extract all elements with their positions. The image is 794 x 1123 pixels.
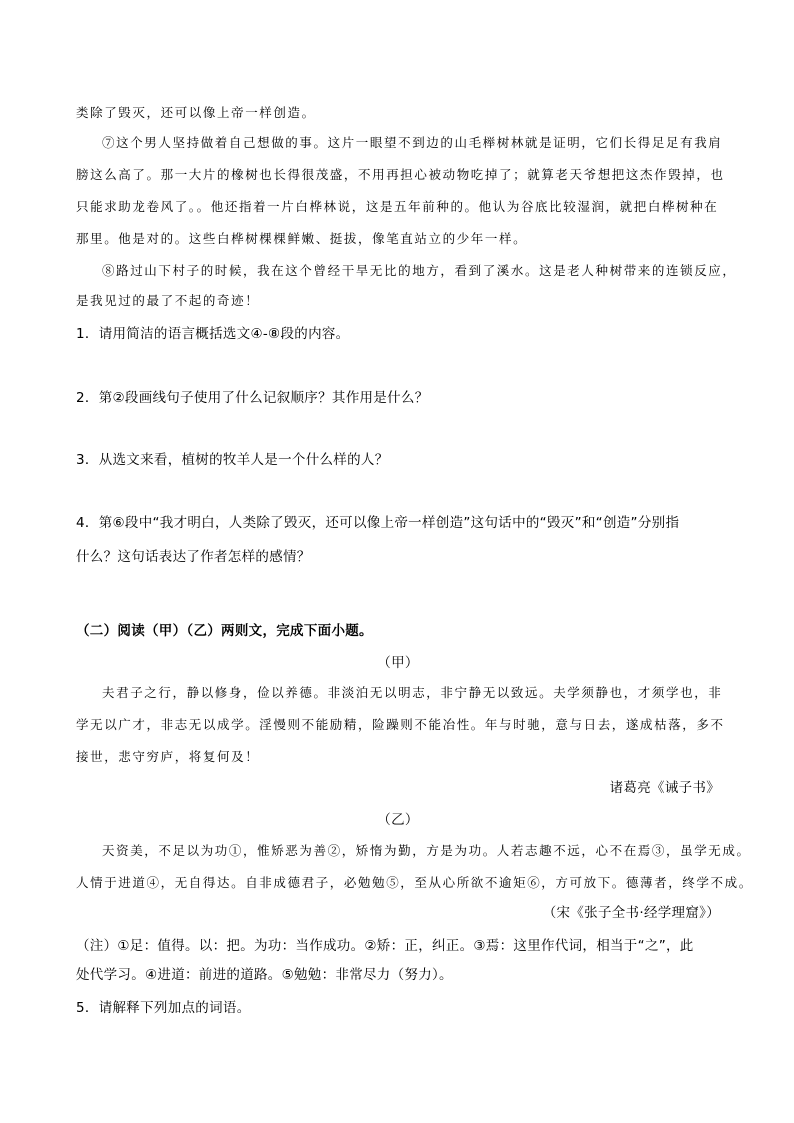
passage-jia-source: 诸葛亮《诫子书》	[609, 780, 720, 796]
passage-yi-label: （乙）	[377, 812, 419, 828]
paragraph-8-line-2: 是我见过的最了不起的奇迹！	[76, 293, 260, 308]
passage-jia-label: （甲）	[377, 655, 419, 671]
question-3: 3．从选文来看，植树的牧羊人是一个什么样的人？	[76, 452, 389, 468]
passage-yi-source: （宋《张子全书·经学理窟》）	[542, 905, 720, 921]
question-4-line-1: 4．第⑥段中“我才明白，人类除了毁灭，还可以像上帝一样创造”这句话中的“毁灭”和“创造”分别指	[76, 515, 680, 531]
paragraph-7-line-2: 膀这么高了。那一大片的橡树也长得很茂盛，不用再担心被动物吃掉了；就算老天爷想把这杰作毁掉，也	[76, 167, 725, 182]
passage-yi-line-1: 天资美，不足以为功①，惟矫恶为善②，矫惰为勤，方是为功。人若志趣不远，心不在焉③，虽学无成。	[102, 843, 751, 858]
question-4-line-2: 什么？这句话表达了作者怎样的感情？	[76, 549, 311, 565]
passage-line: 类除了毁灭，还可以像上帝一样创造。	[76, 105, 316, 120]
passage-jia-line-3: 接世，悲守穷庐，将复何及！	[76, 749, 260, 764]
question-1: 1．请用简洁的语言概括选文④-⑧段的内容。	[76, 326, 350, 342]
passage-jia-line-2: 学无以广才，非志无以成学。淫慢则不能励精，险躁则不能冶性。年与时驰，意与日去，遂成枯落，多不	[76, 717, 725, 732]
paragraph-7-line-1: ⑦这个男人坚持做着自己想做的事。这片一眼望不到边的山毛榉树林就是证明，它们长得足足有我肩	[102, 135, 723, 150]
paragraph-7-line-4: 那里。他是对的。这些白桦树棵棵鲜嫩、挺拔，像笔直站立的少年一样。	[76, 231, 528, 246]
passage-yi-line-2: 人情于进道④，无自得达。自非成德君子，必勉勉⑤，至从心所欲不逾矩⑥，方可放下。德薄者，终学不成。	[76, 875, 753, 890]
paragraph-7-line-3: 只能求助龙卷风了。。他还指着一片白桦林说，这是五年前种的。他认为谷底比较湿润，就把白桦树种在	[76, 199, 719, 214]
passage-jia-line-1: 夫君子之行，静以修身，俭以养德。非淡泊无以明志，非宁静无以致远。夫学须静也，才须学也，非	[102, 685, 723, 700]
question-2: 2．第②段画线句子使用了什么记叙顺序？其作用是什么？	[76, 390, 429, 406]
question-5: 5．请解释下列加点的词语。	[76, 1000, 251, 1016]
annotation-line-1: （注）①足：值得。以：把。为功：当作成功。②矫：正，纠正。③焉：这里作代词，相当于“之”，此	[76, 938, 694, 954]
annotation-line-2: 处代学习。④进道：前进的道路。⑤勉勉：非常尽力（努力）。	[76, 967, 453, 983]
section-heading: （二）阅读（甲）（乙）两则文，完成下面小题。	[76, 623, 373, 639]
paragraph-8-line-1: ⑧路过山下村子的时候，我在这个曾经干旱无比的地方，看到了溪水。这是老人种树带来的连锁反应，	[102, 263, 737, 278]
